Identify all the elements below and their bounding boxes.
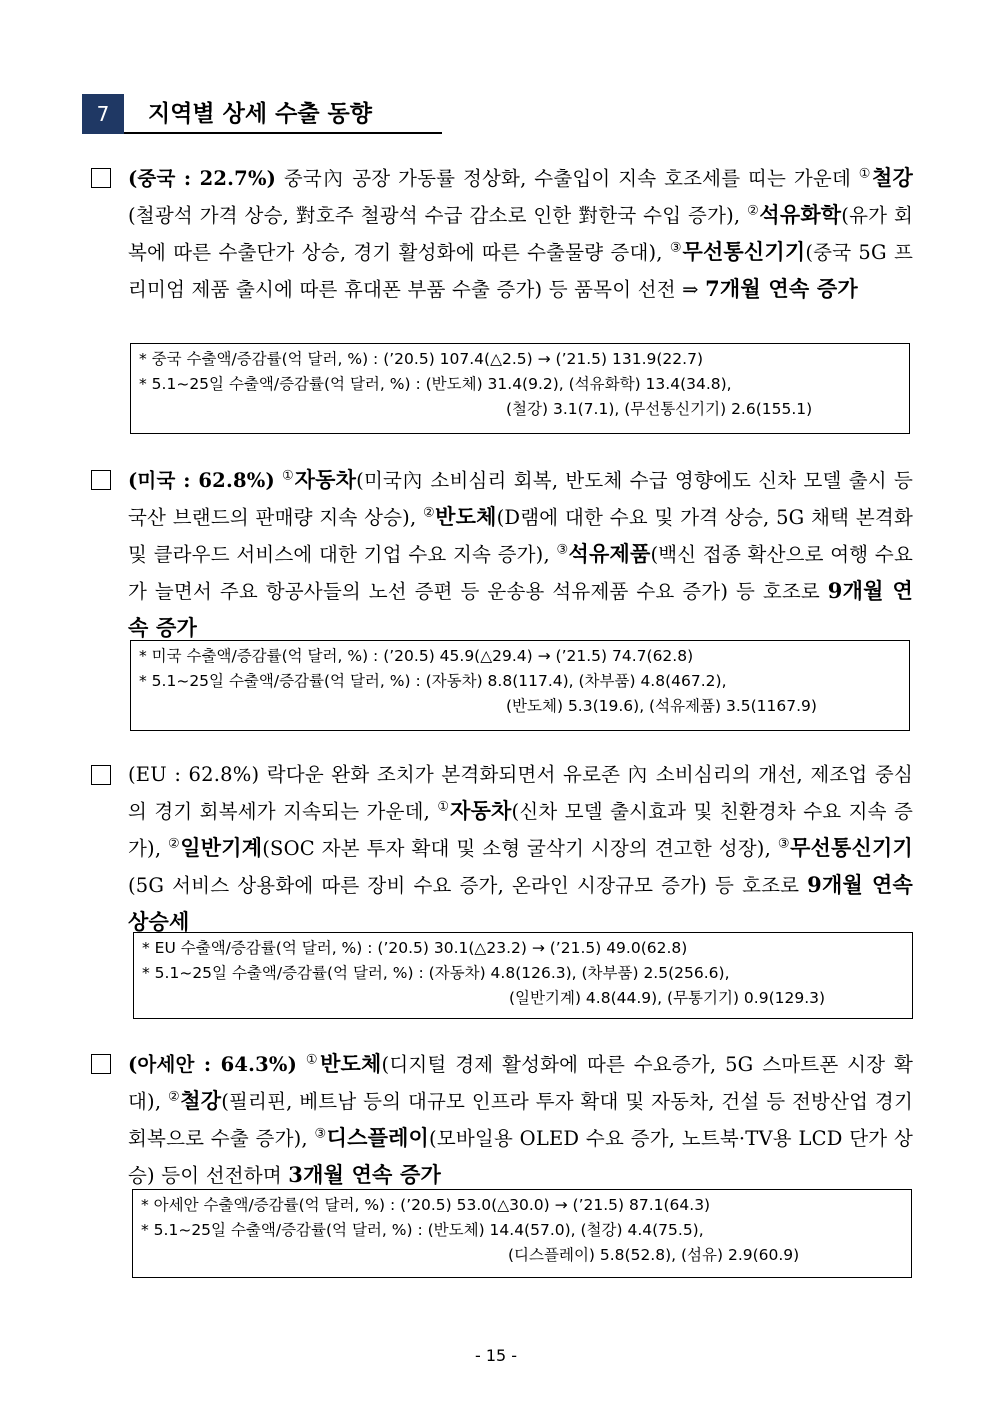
region-paragraph [91, 160, 913, 308]
checkbox-bullet [91, 765, 111, 785]
region-paragraph [91, 1046, 913, 1194]
conclusion-text: 7개월 연속 증가 [705, 276, 858, 301]
intro-text [275, 469, 282, 492]
item-desc: (신차 모델 출시효과 및 친환경차 수요 지속 증가), [128, 800, 913, 860]
region-label: (중국 : 22.7%) [128, 167, 277, 190]
item-number: ② [423, 505, 436, 521]
item-number: ③ [556, 542, 569, 558]
note-line: * 5.1~25일 수출액/증감률(억 달러, %) : (자동차) 8.8(117.4), (차부품) 4.8(467.2), [139, 672, 727, 690]
item-number: ② [747, 203, 760, 219]
outro-text: 등 품목이 선전 ⇒ [542, 278, 706, 301]
note-line: * 중국 수출액/증감률(억 달러, %) : (’20.5) 107.4(△2.5) → (’21.5) 131.9(22.7) [139, 350, 703, 368]
note-line: * EU 수출액/증감률(억 달러, %) : (’20.5) 30.1(△23.2) → (’21.5) 49.0(62.8) [142, 939, 688, 957]
note-box-eu [133, 932, 913, 1019]
note-line: (디스플레이) 5.8(52.8), (섬유) 2.9(60.9) [508, 1246, 800, 1264]
section-heading [82, 94, 442, 134]
item-name: 일반기계 [180, 835, 263, 860]
item-name: 디스플레이 [326, 1125, 430, 1150]
note-line: * 5.1~25일 수출액/증감률(억 달러, %) : (반도체) 14.4(57.0), (철강) 4.4(75.5), [141, 1221, 704, 1239]
item-name: 석유제품 [568, 541, 651, 566]
page-number: - 15 - [474, 1346, 518, 1365]
outro-text: 등이 선전하며 [154, 1164, 289, 1187]
region-paragraph [91, 462, 913, 647]
item-desc: (모바일용 OLED 수요 증가, 노트북·TV용 LCD 단가 상승) [128, 1127, 914, 1187]
item-desc: (5G 서비스 상용화에 따른 장비 수요 증가, 온라인 시장규모 증가) [128, 874, 708, 897]
note-line: * 5.1~25일 수출액/증감률(억 달러, %) : (자동차) 4.8(126.3), (차부품) 2.5(256.6), [142, 964, 730, 982]
conclusion-text: 3개월 연속 증가 [288, 1162, 442, 1187]
intro-text: 중국內 공장 가동률 정상화, 수출입이 지속 호조세를 띠는 가운데 [276, 167, 859, 190]
region-paragraph [91, 757, 913, 941]
item-desc: (디지털 경제 활성화에 따른 수요증가, 5G 스마트폰 시장 확대), [128, 1053, 913, 1113]
section-number: 7 [82, 94, 124, 134]
item-name: 반도체 [320, 1051, 382, 1076]
region-section-usa [91, 462, 913, 647]
item-desc: (유가 회복에 따른 수출단가 상승, 경기 활성화에 따른 수출물량 증대), [128, 204, 913, 264]
item-number: ② [168, 1089, 181, 1105]
note-line: * 아세안 수출액/증감률(억 달러, %) : (’20.5) 53.0(△30.0) → (’21.5) 87.1(64.3) [141, 1196, 711, 1214]
intro-text [297, 1053, 306, 1076]
item-number: ① [282, 468, 295, 484]
note-line: (반도체) 5.3(19.6), (석유제품) 3.5(1167.9) [506, 697, 817, 715]
item-number: ③ [777, 836, 791, 852]
item-name: 철강 [180, 1088, 222, 1113]
conclusion-text: 9개월 연속 상승세 [128, 872, 913, 934]
item-desc: (SOC 자본 투자 확대 및 소형 굴삭기 시장의 견고한 성장), [262, 837, 778, 860]
heading-underline [124, 132, 442, 134]
item-number: ① [858, 166, 873, 182]
note-line: * 미국 수출액/증감률(억 달러, %) : (’20.5) 45.9(△29.4) → (’21.5) 74.7(62.8) [139, 647, 694, 665]
item-number: ③ [669, 240, 683, 256]
item-desc: (D램에 대한 수요 및 가격 상승, 5G 채택 본격화 및 클라우드 서비스에 대한 기업 수요 지속 증가), [128, 506, 913, 566]
item-desc: (철광석 가격 상승, 對호주 철광석 수급 감소로 인한 對한국 수입 증가), [128, 204, 748, 227]
region-section-asean [91, 1046, 913, 1194]
note-line: (철강) 3.1(7.1), (무선통신기기) 2.6(155.1) [506, 400, 813, 418]
note-line: (일반기계) 4.8(44.9), (무통기기) 0.9(129.3) [509, 989, 826, 1007]
note-box-asean [132, 1189, 912, 1278]
region-section-china [91, 160, 913, 308]
checkbox-bullet [91, 470, 111, 490]
item-name: 자동차 [294, 467, 357, 492]
intro-text: 락다운 완화 조치가 본격화되면서 유로존 內 소비심리의 개선, 제조업 중심의 경기 회복세가 지속되는 가운데, [128, 763, 913, 823]
item-name: 무선통신기기 [682, 239, 806, 264]
item-number: ③ [314, 1126, 327, 1142]
item-desc: (미국內 소비심리 회복, 반도체 수급 영향에도 신차 모델 출시 등 국산 브랜드의 판매량 지속 상승), [128, 469, 913, 529]
item-name: 반도체 [435, 504, 497, 529]
item-desc: (백신 접종 확산으로 여행 수요가 늘면서 주요 항공사들의 노선 증편 등 운송용 석유제품 수요 증가) [128, 543, 913, 603]
item-name: 자동차 [450, 798, 512, 823]
note-box-china [130, 343, 910, 434]
item-number: ② [168, 836, 181, 852]
note-box-usa [130, 640, 910, 731]
outro-text: 등 호조로 [728, 580, 828, 603]
checkbox-bullet [91, 168, 111, 188]
item-name: 철강 [872, 165, 914, 190]
note-line: * 5.1~25일 수출액/증감률(억 달러, %) : (반도체) 31.4(9.2), (석유화학) 13.4(34.8), [139, 375, 732, 393]
item-name: 석유화학 [759, 202, 842, 227]
region-label: (EU : 62.8%) [128, 763, 260, 786]
item-desc: (중국 5G 프리미엄 제품 출시에 따른 휴대폰 부품 수출 증가) [128, 241, 913, 301]
outro-text: 등 호조로 [707, 874, 808, 897]
section-title: 지역별 상세 수출 동향 [148, 101, 372, 127]
region-section-eu [91, 757, 913, 941]
item-name: 무선통신기기 [790, 835, 913, 860]
item-number: ① [437, 799, 451, 815]
conclusion-text: 9개월 연속 증가 [128, 578, 914, 640]
item-desc: (필리핀, 베트남 등의 대규모 인프라 투자 확대 및 자동차, 건설 등 전방산업 경기 회복으로 수출 증가), [128, 1090, 913, 1150]
region-label: (아세안 : 64.3%) [128, 1053, 298, 1076]
checkbox-bullet [91, 1054, 111, 1074]
region-label: (미국 : 62.8%) [128, 469, 275, 492]
item-number: ① [305, 1052, 321, 1068]
